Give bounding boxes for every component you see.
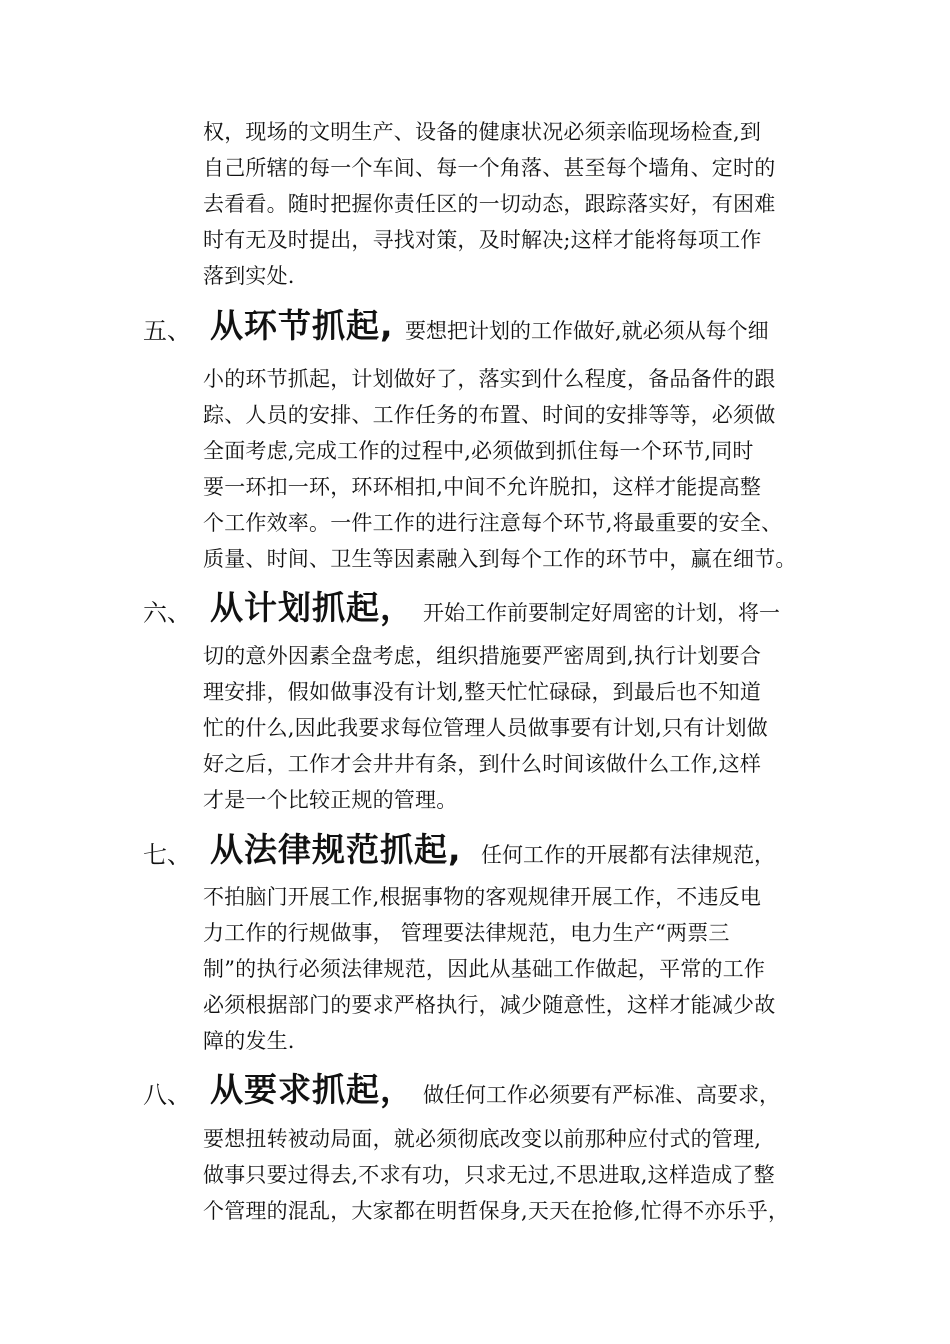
paragraph-line: 小的环节抓起，计划做好了，落实到什么程度，备品备件的跟 [203, 367, 776, 391]
paragraph-line: 做事只要过得去,不求有功，只求无过,不思进取,这样造成了整 [203, 1163, 775, 1187]
paragraph-line: 自己所辖的每一个车间、每一个角落、甚至每个墙角、定时的 [203, 156, 776, 180]
paragraph-line: 好之后，工作才会井井有条，到什么时间该做什么工作,这样 [203, 752, 762, 776]
paragraph-line: 时有无及时提出，寻找对策，及时解决;这样才能将每项工作 [203, 228, 762, 252]
section-number: 七、 [143, 841, 191, 869]
section-heading: 从法律规范抓起, [210, 830, 462, 869]
paragraph-line: 不拍脑门开展工作,根据事物的客观规律开展工作，不违反电 [203, 885, 762, 909]
paragraph-line: 切的意外因素全盘考虑，组织措施要严密周到,执行计划要合 [203, 644, 762, 668]
paragraph-line: 忙的什么,因此我要求每位管理人员做事要有计划,只有计划做 [203, 716, 768, 740]
paragraph-line: 落到实处. [203, 264, 295, 288]
paragraph-line: 障的发生. [203, 1029, 295, 1053]
paragraph-line: 个工作效率。一件工作的进行注意每个环节,将最重要的安全、 [203, 511, 783, 535]
paragraph-line: 制”的执行必须法律规范，因此从基础工作做起，平常的工作 [203, 957, 766, 981]
paragraph-line: 力工作的行规做事， 管理要法律规范，电力生产“两票三 [203, 921, 730, 945]
section-heading: 从环节抓起, [210, 306, 394, 345]
section-number: 八、 [143, 1081, 191, 1109]
paragraph-line: 权，现场的文明生产、设备的健康状况必须亲临现场检查,到 [203, 120, 762, 144]
paragraph-line: 才是一个比较正规的管理。 [203, 788, 458, 812]
section-number: 五、 [143, 317, 191, 345]
paragraph-line: 要想扭转被动局面，就必须彻底改变以前那种应付式的管理, [203, 1127, 762, 1151]
section-number: 六、 [143, 599, 191, 627]
paragraph-line: 全面考虑,完成工作的过程中,必须做到抓住每一个环节,同时 [203, 439, 754, 463]
paragraph-line: 要一环扣一环，环环相扣,中间不允许脱扣，这样才能提高整 [203, 475, 762, 499]
section-heading-row [143, 302, 823, 354]
paragraph-line: 质量、时间、卫生等因素融入到每个工作的环节中，赢在细节。 [203, 547, 797, 571]
section-heading: 从要求抓起， [210, 1070, 414, 1109]
paragraph-line: 个管理的混乱，大家都在明哲保身,天天在抢修,忙得不亦乐乎， [203, 1199, 790, 1223]
section-heading-row [143, 826, 823, 878]
section-lead-text: 任何工作的开展都有法律规范， [481, 843, 775, 867]
paragraph-line: 去看看。随时把握你责任区的一切动态，跟踪落实好，有困难 [203, 192, 776, 216]
paragraph-line: 踪、人员的安排、工作任务的布置、时间的安排等等，必须做 [203, 403, 776, 427]
section-heading-row [143, 1066, 823, 1118]
section-lead-text: 要想把计划的工作做好,就必须从每个细 [405, 319, 769, 343]
section-lead-text: 做任何工作必须要有严标准、高要求， [423, 1083, 780, 1107]
paragraph-line: 理安排，假如做事没有计划,整天忙忙碌碌，到最后也不知道 [203, 680, 762, 704]
section-heading: 从计划抓起， [210, 588, 414, 627]
section-lead-text: 开始工作前要制定好周密的计划，将一 [423, 601, 780, 625]
paragraph-line: 必须根据部门的要求严格执行，减少随意性，这样才能减少故 [203, 993, 776, 1017]
section-heading-row [143, 584, 823, 636]
